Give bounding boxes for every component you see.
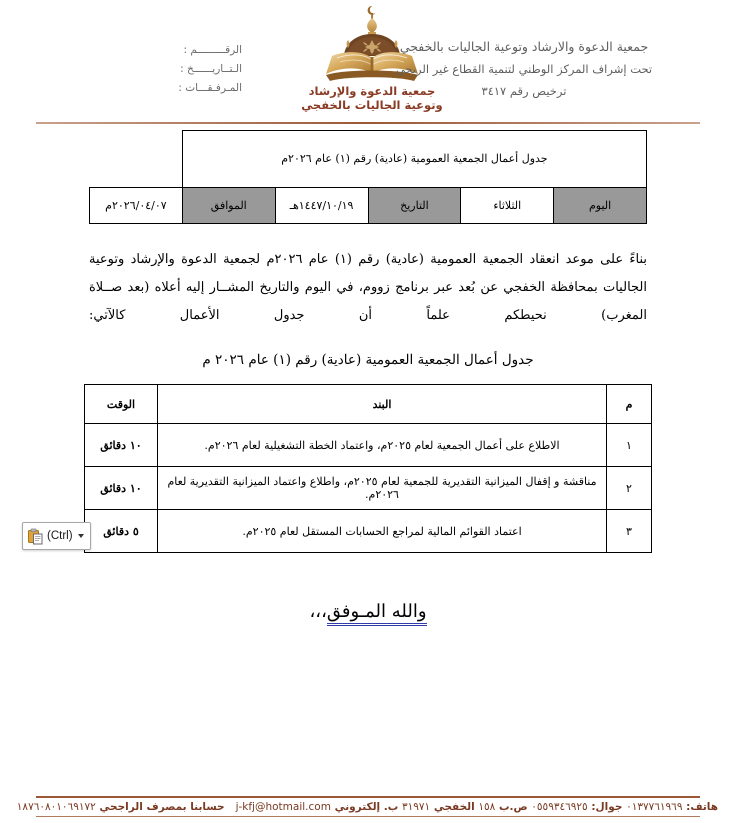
closing-suffix: ،،، [309,601,327,622]
header-divider [36,122,700,124]
footer-account-label: حسابنا بمصرف الراجحي [99,801,225,813]
agenda-row-item: الاطلاع على أعمال الجمعية لعام ٢٠٢٥م، واعتماد الخطة التشغيلية لعام ٢٠٢٦م. [158,424,607,467]
agenda-row-number: ٣ [607,510,652,553]
clipboard-paste-icon [27,528,44,545]
value-day: الثلاثاء [461,188,554,224]
label-hijri-date: التاريخ [368,188,461,224]
paste-options-button[interactable] [22,522,91,550]
footer-city: الخفجي [433,801,475,813]
agenda-heading: جدول أعمال الجمعية العمومية (عادية) رقم (١) عام ٢٠٢٦ م [202,352,534,368]
assembly-title: جدول أعمال الجمعية العمومية (عادية) رقم (١) عام ٢٠٢٦م [182,131,646,188]
agenda-table [84,384,652,553]
org-name: جمعية الدعوة والارشاد وتوعية الجاليات بالخفجي [399,39,649,54]
agenda-col-header-item: البند [158,385,607,424]
footer-pobox-value: ١٥٨ [478,801,496,813]
footer-divider-bottom [36,816,700,817]
footer-account-value: ١٨٧٦٠٨٠١٠٦٩١٧٢ [16,801,96,813]
footer [0,796,736,817]
letterhead-org-block [374,36,674,102]
footer-pobox-label: ص.ب [498,801,528,813]
document-body [0,130,736,622]
label-day: اليوم [554,188,647,224]
logo-text-line-1: جمعية الدعوة والإرشاد [308,84,436,98]
closing-text: والله المـوفق [327,601,427,626]
footer-mobile-value: ٠٥٥٩٣٤٦٩٢٥ [531,801,588,813]
table-row [85,424,652,467]
table-row [85,467,652,510]
footer-phone-value: ٠١٣٧٧٦١٩٦٩ [626,801,683,813]
org-license: ترخيص رقم ٣٤١٧ [481,84,567,98]
value-hijri-date: ١٤٤٧/١٠/١٩هـ [275,188,368,224]
assembly-title-table [89,130,647,224]
label-gregorian-date: الموافق [182,188,275,224]
footer-postal-code: ٣١٩٧١ [402,801,431,813]
intro-paragraph: بناءً على موعد انعقاد الجمعية العمومية (عادية) رقم (١) عام ٢٠٢٦م لجمعية الدعوة والإرشاد وتوعية الجاليات بمحافظة الخفجي عن بُعد عبر برنامج زووم، في اليوم والتاريخ المشــار إليه أعلاه (بعد صــلاة المغرب) نحيطكم علماً أن جدول الأعمال كالآتي: [89,252,648,323]
agenda-row-number: ٢ [607,467,652,510]
footer-phone-label: هاتف: [686,801,718,813]
footer-mobile-label: جوال: [591,801,623,813]
chevron-down-icon[interactable] [78,534,84,538]
agenda-col-header-time: الوقت [85,385,158,424]
agenda-col-header-number: م [607,385,652,424]
agenda-row-item: اعتماد القوائم المالية لمراجع الحسابات المستقل لعام ٢٠٢٥م. [158,510,607,553]
value-gregorian-date: ٢٠٢٦/٠٤/٠٧م [90,188,183,224]
logo-text-line-2: وتوعية الجاليات بالخفجي [301,97,443,112]
agenda-row-number: ١ [607,424,652,467]
footer-divider-top [36,796,700,798]
footer-contact-line [18,801,718,813]
agenda-row-time: ٥ دقائق [85,510,158,553]
table-row [85,510,652,553]
agenda-row-item: مناقشة و إقفال الميزانية التقديرية للجمعية لعام ٢٠٢٥م، واطلاع واعتماد الميزانية التقديرية لعام ٢٠٢٦م. [158,467,607,510]
agenda-row-time: ١٠ دقائق [85,424,158,467]
letterhead-field-number: الرقـــــــــم : [183,44,242,56]
letterhead-reference-fields [112,41,242,98]
agenda-row-time: ١٠ دقائق [85,467,158,510]
paste-options-label: (Ctrl) [47,530,73,542]
letterhead-field-date: الـتــاريــــــخ : [180,63,242,75]
closing-line [89,601,647,622]
footer-email-value[interactable]: j-kfj@hotmail.com [235,801,331,813]
agenda-header-row [85,385,652,424]
letterhead [0,0,736,118]
letterhead-field-attachments: المـرفـقـــات : [178,82,242,94]
org-supervisor: تحت إشراف المركز الوطني لتنمية القطاع غير الربحي [395,62,653,76]
footer-email-label: ب. إلكتروني [334,801,399,813]
